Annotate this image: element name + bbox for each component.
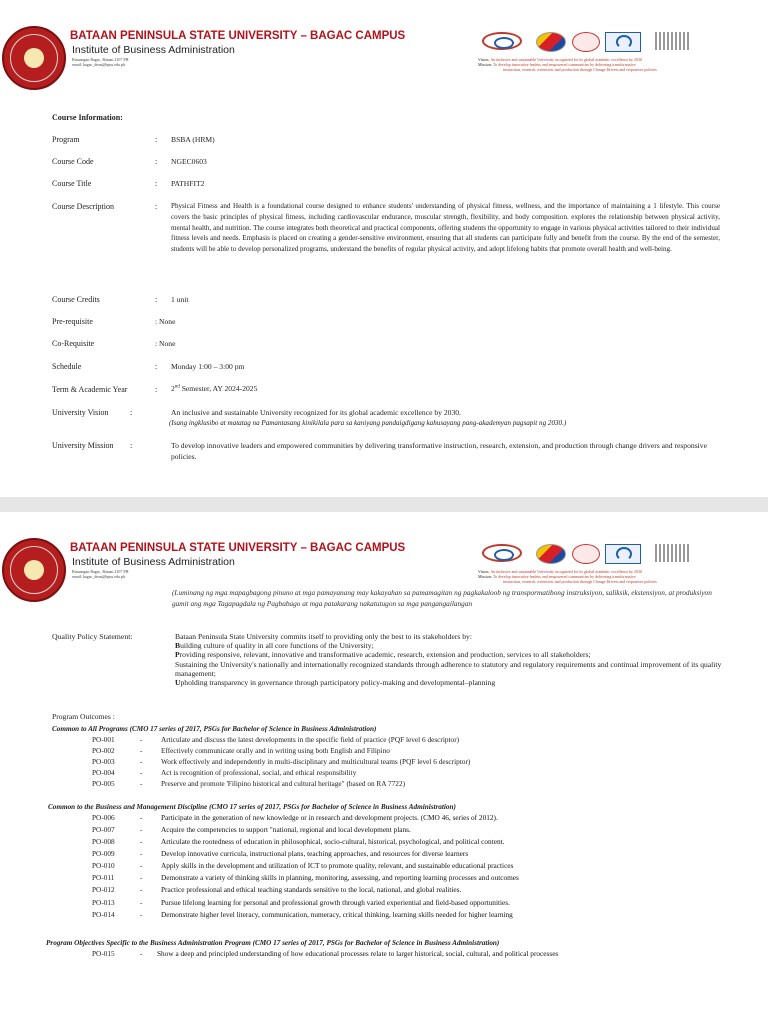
corequisite-label: Co-Requisite bbox=[52, 339, 95, 348]
quality-policy-label: Quality Policy Statement: bbox=[52, 632, 133, 641]
bagong-pilipinas-mark-logo bbox=[572, 32, 600, 52]
colon: : bbox=[155, 202, 158, 211]
header-vision: Vision: An inclusive and sustainable University recognized for its global academic excellence by 2030 bbox=[478, 57, 643, 62]
outcome-text: Demonstrate a variety of thinking skills in planning, monitoring, assessing, and reporting learning processes and outcomes bbox=[161, 873, 519, 882]
section-heading-common-all: Common to All Programs (CMO 17 series of 2017, PSGs for Bachelor of Science in Business Administration) bbox=[52, 725, 377, 733]
outcome-text: Acquire the competencies to support "national, regional and local development plans. bbox=[161, 825, 411, 834]
outcome-code: PO-011 bbox=[92, 873, 115, 882]
outcome-text: Develop innovative curricula, instructional plans, teaching approaches, and resources for diverse learners bbox=[161, 849, 469, 858]
program-label: Program bbox=[52, 135, 80, 144]
outcome-code: PO-010 bbox=[92, 861, 115, 870]
outcome-text: Practice professional and ethical teaching standards sensitive to the local, national, and global realities. bbox=[161, 885, 462, 894]
header-vision: Vision: An inclusive and sustainable University recognized for its global academic excellence by 2030 bbox=[478, 569, 643, 574]
outcome-text: Act is recognition of professional, social, and ethical responsibility bbox=[161, 768, 357, 777]
university-vision-label: University Vision bbox=[52, 408, 109, 417]
outcome-text: Articulate the rootedness of education in philosophical, socio-cultural, historical, psychological, and political content. bbox=[161, 837, 505, 846]
outcome-text: Show a deep and principled understanding of how educational processes relate to larger historical, social, cultural, and political processes bbox=[157, 949, 559, 958]
outcome-text: Apply skills in the development and utilization of ICT to promote quality, relevant, and sustainable educational practices bbox=[161, 861, 514, 870]
outcome-code: PO-013 bbox=[92, 898, 115, 907]
colon: : bbox=[155, 295, 158, 304]
university-name: BATAAN PENINSULA STATE UNIVERSITY – BAGAC CAMPUS bbox=[70, 542, 406, 554]
course-title-label: Course Title bbox=[52, 179, 92, 188]
philippine-flag-seal-logo bbox=[536, 32, 566, 52]
outcome-dash: - bbox=[140, 746, 143, 755]
section-heading-specific: Program Objectives Specific to the Business Administration Program (CMO 17 series of 2017, PSGs for Bachelor of Science in Business Administration) bbox=[46, 939, 500, 947]
outcome-dash: - bbox=[140, 837, 143, 846]
header-mission: Mission: To develop innovative leaders and empowered communities by delivering transformative bbox=[478, 62, 636, 67]
program-outcome-row bbox=[0, 837, 768, 849]
header-mission-cont: instruction, research, extension, and production through Change Drivers and responsive policies bbox=[503, 67, 657, 72]
accreditation-logos bbox=[480, 544, 692, 564]
course-credits-value: 1 unit bbox=[171, 295, 189, 304]
outcome-dash: - bbox=[140, 949, 143, 958]
course-code-value: NGEC0603 bbox=[171, 157, 207, 166]
outcome-dash: - bbox=[140, 813, 143, 822]
outcome-dash: - bbox=[140, 825, 143, 834]
accreditation-logos bbox=[480, 32, 692, 52]
outcome-code: PO-014 bbox=[92, 910, 115, 919]
header-mission: Mission: To develop innovative leaders and empowered communities by delivering transformative bbox=[478, 574, 636, 579]
colon: : bbox=[130, 441, 133, 450]
colon: : bbox=[155, 179, 158, 188]
outcome-text: Participate in the generation of new knowledge or in research and development projects. (CMO 46, series of 2012). bbox=[161, 813, 498, 822]
outcome-dash: - bbox=[140, 861, 143, 870]
program-outcome-row bbox=[0, 873, 768, 885]
schedule-label: Schedule bbox=[52, 362, 82, 371]
program-outcome-row bbox=[0, 825, 768, 837]
corequisite-value: : None bbox=[155, 339, 176, 348]
colon: : bbox=[155, 385, 158, 394]
program-outcome-row bbox=[0, 779, 768, 791]
address-line: Binuangan Bagac, Bataan 2107 PH bbox=[72, 569, 129, 574]
document-page-1 bbox=[0, 0, 768, 497]
university-mission-value: To develop innovative leaders and empowered communities by delivering transformative instruction, research, extension, and production through change drivers and responsive policies. bbox=[171, 441, 707, 461]
bagong-pilipinas-logo bbox=[482, 544, 522, 562]
schedule-value: Monday 1:00 – 3:00 pm bbox=[171, 362, 245, 371]
bagong-pilipinas-mark-logo bbox=[572, 544, 600, 564]
bagong-pilipinas-logo bbox=[482, 32, 522, 50]
program-value: BSBA (HRM) bbox=[171, 135, 215, 144]
university-name: BATAAN PENINSULA STATE UNIVERSITY – BAGAC CAMPUS bbox=[70, 30, 406, 42]
quality-policy-item: Building culture of quality in all core functions of the University; bbox=[175, 641, 374, 651]
email-line: email: bagac_dean@bpsu.edu.ph bbox=[72, 62, 125, 67]
program-outcome-row bbox=[0, 849, 768, 861]
outcome-code: PO-009 bbox=[92, 849, 115, 858]
course-description: Physical Fitness and Health is a foundational course designed to enhance students' understanding of physical fitness, wellness, and the importance of maintaining a 1 lifestyle. This course covers the basic principles of physical fitness, including cardiovascular endurance, muscular strength, flexibility, and body composition. explores the relationship between physical activity, mental health, and nutrition. The course integrates both theoretical and practical components, offering students the opportunity to engage in various physical activities tailored to their individual fitness levels and needs. Emphasis is placed on creating a gender-sensitive environment, ensuring that all students can participate fully and benefit from the course. By the end of the semester, students will be able to develop personalized programs, understand the benefits of regular physical activity, and adopt lifelong habits that promote overall health and well-being. bbox=[171, 202, 720, 254]
outcome-dash: - bbox=[140, 768, 143, 777]
outcome-dash: - bbox=[140, 885, 143, 894]
course-credits-label: Course Credits bbox=[52, 295, 100, 304]
outcome-code: PO-003 bbox=[92, 757, 115, 766]
outcome-code: PO-007 bbox=[92, 825, 115, 834]
institute-name: Institute of Business Administration bbox=[72, 44, 235, 56]
program-outcomes-label: Program Outcomes : bbox=[52, 712, 115, 721]
university-mission-label: University Mission bbox=[52, 441, 114, 450]
outcome-dash: - bbox=[140, 849, 143, 858]
tuv-certification-logo bbox=[605, 544, 641, 564]
mission-filipino: (Luminang ng mga mapagbagong pinuno at mga pamayanang may kakayahan sa pamamagitan ng pagkakaloob ng transpormatibong instruksiyon, saliksik, ekstensiyon, at produksiyon gamit ang mga Tagapagdala ng Pagbabago at mga patakarang nakatutugon sa mga pangangailangan bbox=[172, 588, 712, 608]
program-outcome-row bbox=[0, 898, 768, 910]
outcome-code: PO-008 bbox=[92, 837, 115, 846]
outcome-dash: - bbox=[140, 779, 143, 788]
prerequisite-value: : None bbox=[155, 317, 176, 326]
outcome-text: Pursue lifelong learning for personal and professional growth through varied experiential and field-based opportunities. bbox=[161, 898, 510, 907]
header-mission-cont: instruction, research, extension, and production through Change Drivers and responsive policies bbox=[503, 579, 657, 584]
colon: : bbox=[155, 135, 158, 144]
quality-policy-statement bbox=[175, 632, 735, 687]
email-line: email: bagac_dean@bpsu.edu.ph bbox=[72, 574, 125, 579]
tuv-certification-logo bbox=[605, 32, 641, 52]
colon: : bbox=[130, 408, 133, 417]
course-title-value: PATHFIT2 bbox=[171, 179, 205, 188]
outcome-dash: - bbox=[140, 898, 143, 907]
qr-code-icon bbox=[655, 544, 689, 562]
outcome-text: Articulate and discuss the latest developments in the specific field of practice (PQF level 6 descriptor) bbox=[161, 735, 460, 744]
university-vision-value: An inclusive and sustainable University recognized for its global academic excellence by 2030. bbox=[171, 408, 461, 417]
outcome-code: PO-001 bbox=[92, 735, 115, 744]
outcome-dash: - bbox=[140, 873, 143, 882]
outcome-text: Demonstrate higher level literacy, communication, numeracy, critical thinking, learning skills needed for higher learning bbox=[161, 910, 513, 919]
outcome-text: Preserve and promote 'Filipino historical and cultural heritage" (based on RA 7722) bbox=[161, 779, 406, 788]
program-outcome-row bbox=[0, 885, 768, 897]
document-page-2 bbox=[0, 512, 768, 1024]
quality-policy-item: Providing responsive, relevant, innovative and transformative academic, research, extension and production, services to all stakeholders; bbox=[175, 650, 591, 660]
outcome-code: PO-006 bbox=[92, 813, 115, 822]
colon: : bbox=[155, 362, 158, 371]
quality-policy-item: Sustaining the University's nationally and internationally recognized standards through adherence to statutory and regulatory requirements and continual improvement of its quality management; bbox=[175, 659, 722, 678]
section-heading-business-management: Common to the Business and Management Discipline (CMO 17 series of 2017, PSGs for Bachelor of Science in Business Administration) bbox=[48, 803, 456, 811]
page-header bbox=[0, 0, 768, 80]
course-description-label: Course Description bbox=[52, 202, 114, 211]
outcome-text: Effectively communicate orally and in writing using both English and Filipino bbox=[161, 746, 390, 755]
page-header bbox=[0, 512, 768, 592]
course-code-label: Course Code bbox=[52, 157, 94, 166]
outcome-text: Work effectively and independently in multi-disciplinary and multicultural teams (PQF level 6 descriptor) bbox=[161, 757, 471, 766]
philippine-flag-seal-logo bbox=[536, 544, 566, 564]
term-value: 2nd Semester, AY 2024-2025 bbox=[171, 384, 258, 393]
term-label: Term & Academic Year bbox=[52, 385, 128, 394]
outcome-code: PO-012 bbox=[92, 885, 115, 894]
university-seal-logo bbox=[2, 26, 66, 90]
outcome-dash: - bbox=[140, 910, 143, 919]
outcome-code: PO-015 bbox=[92, 949, 115, 958]
quality-policy-item: Upholding transparency in governance through participatory policy-making and developmental–planning bbox=[175, 678, 496, 688]
qr-code-icon bbox=[655, 32, 689, 50]
address-line: Binuangan Bagac, Bataan 2107 PH bbox=[72, 57, 129, 62]
course-info-heading: Course Information: bbox=[52, 113, 123, 122]
outcome-code: PO-005 bbox=[92, 779, 115, 788]
program-outcome-row bbox=[0, 813, 768, 825]
outcome-dash: - bbox=[140, 757, 143, 766]
program-outcome-row bbox=[0, 910, 768, 922]
colon: : bbox=[155, 157, 158, 166]
university-vision-filipino: (Isang ingklusibo at matatag na Pamantasang kinikilala para sa kaniyang pandaigdigang kahusayang pang-akademyan pagsapit ng 2030.) bbox=[169, 419, 567, 427]
institute-name: Institute of Business Administration bbox=[72, 556, 235, 568]
program-outcome-row bbox=[0, 861, 768, 873]
outcome-code: PO-002 bbox=[92, 746, 115, 755]
program-outcome-row bbox=[0, 949, 768, 961]
outcome-dash: - bbox=[140, 735, 143, 744]
university-seal-logo bbox=[2, 538, 66, 602]
quality-policy-intro: Bataan Peninsula State University commits itself to providing only the best to its stakeholders by: bbox=[175, 632, 472, 641]
prerequisite-label: Pre-requisite bbox=[52, 317, 93, 326]
outcome-code: PO-004 bbox=[92, 768, 115, 777]
